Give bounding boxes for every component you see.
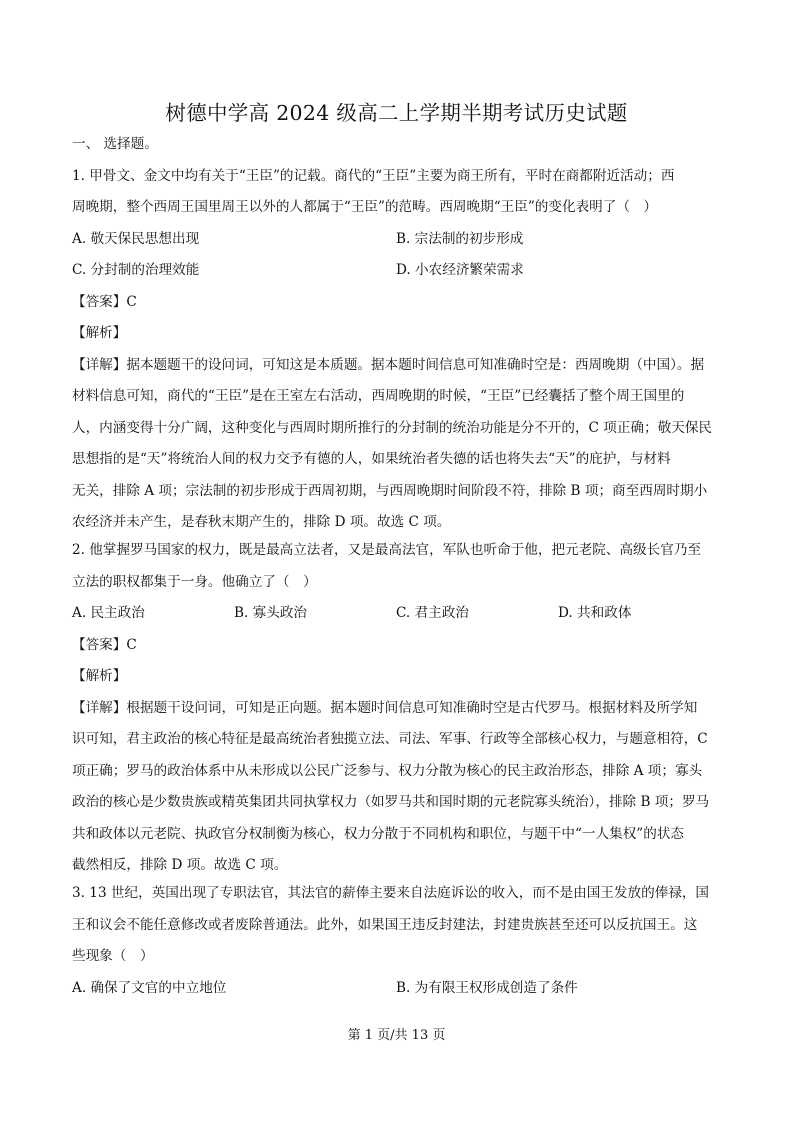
detail-line: 共和政体以元老院、执政官分权制衡为核心，权力分散于不同机构和职位，与题干中“一人集权”的状态 [72, 825, 685, 842]
answer-label: 【答案】C [72, 293, 137, 310]
question-1 [72, 129, 722, 539]
options-group [72, 973, 722, 1005]
option-b: B. 宗法制的初步形成 [396, 230, 524, 247]
detail-line: 农经济并未产生，是春秋末期产生的，排除 D 项。故选 C 项。 [72, 514, 451, 530]
detail-line: 思想指的是“天”将统治人间的权力交予有德的人，如果统治者失德的话也将失去“天”的庇护，与材料 [72, 451, 671, 467]
detail-line: 识可知，君主政治的核心特征是最高统治者独揽立法、司法、军事、行政等全部核心权力，与题意相符，C [72, 731, 708, 747]
detail-line: 材料信息可知，商代的“王臣”是在王室左右活动，西周晚期的时候，“王臣”已经囊括了整个周王国里的 [72, 388, 685, 404]
detail-line: 项正确；罗马的政治体系中从未形成以公民广泛参与、权力分散为核心的民主政治形态，排除 A 项；寡头 [72, 762, 703, 779]
option-c: C. 分封制的治理效能 [72, 262, 200, 278]
option-a: A. 确保了文官的中立地位 [72, 979, 227, 996]
detail-line: 【详解】根据题干设问词，可知是正向题。据本题时间信息可知准确时空是古代罗马。根据材料及所学知 [72, 699, 698, 716]
question-2 [72, 535, 722, 882]
option-c: C. 君主政治 [396, 605, 469, 621]
detail-line: 政治的核心是少数贵族或精英集团共同执掌权力（如罗马共和国时期的元老院寡头统治），排除 B 项；罗马 [72, 794, 710, 810]
page-title: 树德中学高 2024 级高二上学期半期考试历史试题 [165, 101, 628, 125]
options-group [72, 598, 722, 630]
page-footer: 第 1 页/共 13 页 [347, 1028, 446, 1043]
option-a: A. 民主政治 [72, 605, 145, 621]
answer-label: 【答案】C [72, 636, 137, 653]
detail-line: 截然相反，排除 D 项。故选 C 项。 [72, 857, 288, 873]
option-b: B. 寡头政治 [234, 605, 308, 621]
question-3 [72, 878, 722, 1004]
question-stem-line: 1. 甲骨文、金文中均有关于“王臣”的记载。商代的“王臣”主要为商王所有，平时在商都附近活动；西 [72, 167, 675, 184]
options-group [72, 224, 722, 287]
detail-line: 【详解】据本题题干的设问词，可知这是本质题。据本题时间信息可知准确时空是：西周晚期（中国）。据 [72, 356, 705, 373]
question-stem-line: 周晚期，整个西周王国里周王以外的人都属于“王臣”的范畴。西周晚期“王臣”的变化表明了（ ） [72, 199, 658, 215]
detail-line: 无关，排除 A 项；宗法制的初步形成于西周初期，与西周晚期时间阶段不符，排除 B 项；商至西周时期小 [72, 482, 708, 499]
analysis-label: 【解析】 [72, 668, 127, 684]
option-b: B. 为有限王权形成创造了条件 [396, 979, 578, 996]
section-heading: 一、 选择题。 [72, 136, 158, 152]
question-stem-line: 些现象（ ） [72, 948, 154, 964]
option-d: D. 共和政体 [558, 605, 632, 621]
question-stem-line: 立法的职权都集于一身。他确立了（ ） [72, 573, 317, 590]
option-d: D. 小农经济繁荣需求 [396, 262, 524, 278]
question-stem-line: 2. 他掌握罗马国家的权力，既是最高立法者，又是最高法官，军队也听命于他，把元老院、高级长官乃至 [72, 542, 702, 558]
question-stem-line: 王和议会不能任意修改或者废除普通法。此外，如果国王违反封建法，封建贵族甚至还可以反抗国王。这 [72, 916, 698, 933]
option-a: A. 敬天保民思想出现 [72, 230, 200, 247]
question-stem-line: 3. 13 世纪，英国出现了专职法官，其法官的薪俸主要来自法庭诉讼的收入，而不是由国王发放的俸禄，国 [72, 885, 710, 901]
analysis-label: 【解析】 [72, 325, 127, 341]
detail-line: 人，内涵变得十分广阔，这种变化与西周时期所推行的分封制的统治功能是分不开的，C 项正确；敬天保民 [72, 419, 713, 436]
